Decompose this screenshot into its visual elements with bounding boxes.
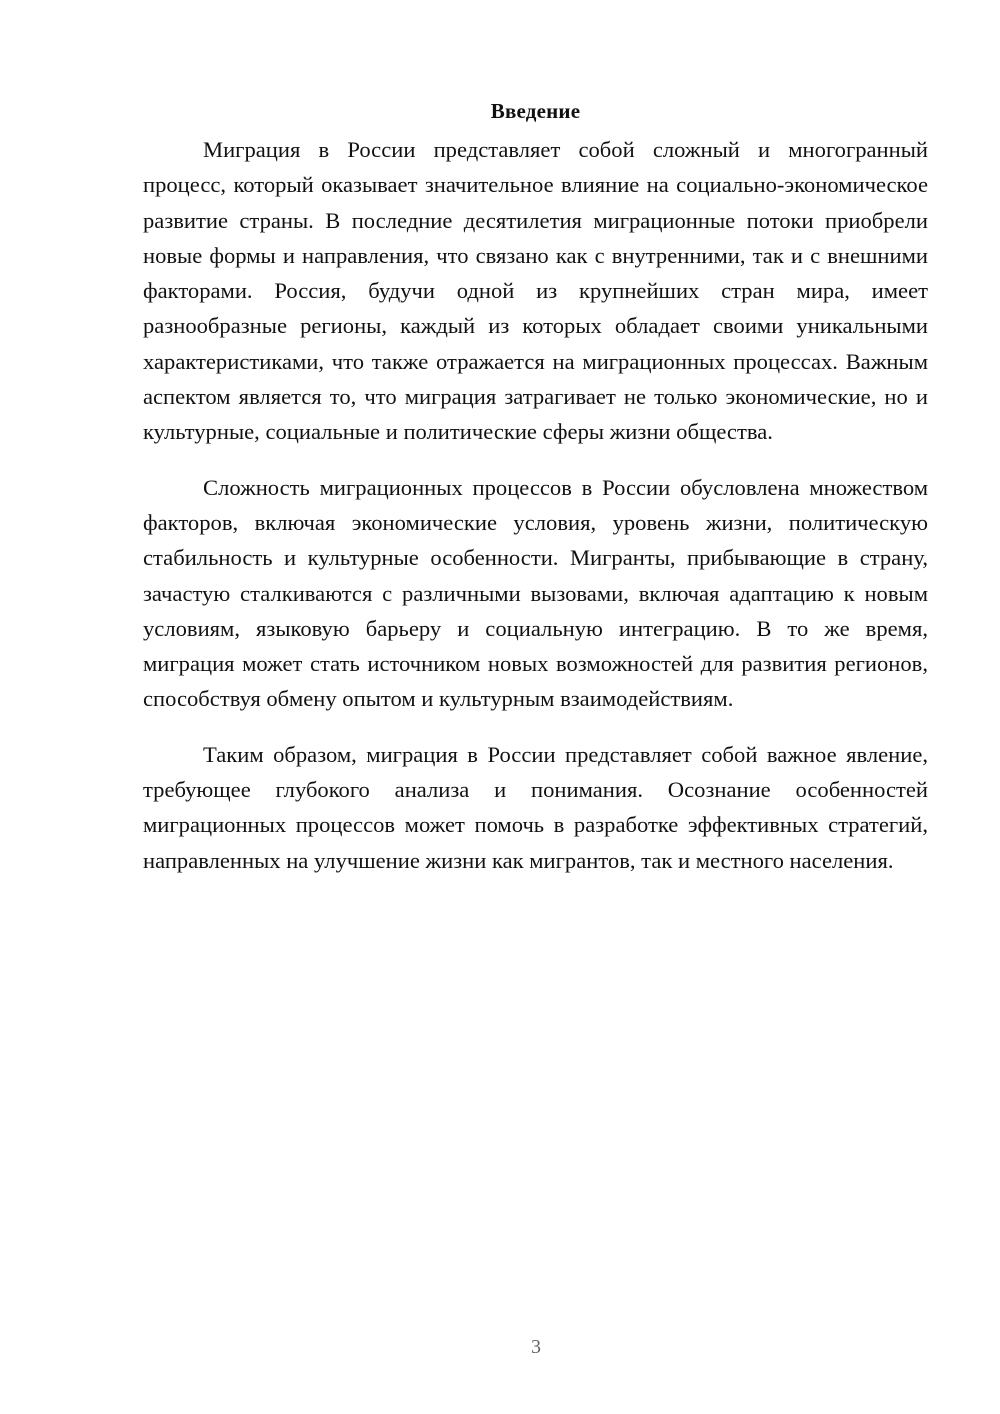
section-title: Введение xyxy=(490,99,581,123)
page-number: 3 xyxy=(531,1336,541,1358)
paragraph-3: Таким образом, миграция в России представляет собой важное явление, требующее глубокого анализа и понимания. Осознание особенностей миграционных процессов может помочь в разработке эффективных стратегий, направленных на улучшение жизни как мигрантов, так и местного населения. xyxy=(143,741,928,873)
paragraph-2: Сложность миграционных процессов в России обусловлена множеством факторов, включая экономические условия, уровень жизни, политическую стабильность и культурные особенности. Мигранты, прибывающие в страну, зачастую сталкиваются с различными вызовами, включая адаптацию к новым условиям, языковую барьеру и социальную интеграцию. В то же время, миграция может стать источником новых возможностей для развития регионов, способствуя обмену опытом и культурным взаимодействиям. xyxy=(143,474,928,712)
paragraph-1: Миграция в России представляет собой сложный и многогранный процесс, который оказывает значительное влияние на социально-экономическое развитие страны. В последние десятилетия миграционные потоки приобрели новые формы и направления, что связано как с внутренними, так и с внешними факторами. Россия, будучи одной из крупнейших стран мира, имеет разнообразные регионы, каждый из которых обладает своими уникальными характеристиками, что также отражается на миграционных процессах. Важным аспектом является то, что миграция затрагивает не только экономические, но и культурные, социальные и политические сферы жизни общества. xyxy=(143,137,928,445)
page-content xyxy=(143,96,928,878)
